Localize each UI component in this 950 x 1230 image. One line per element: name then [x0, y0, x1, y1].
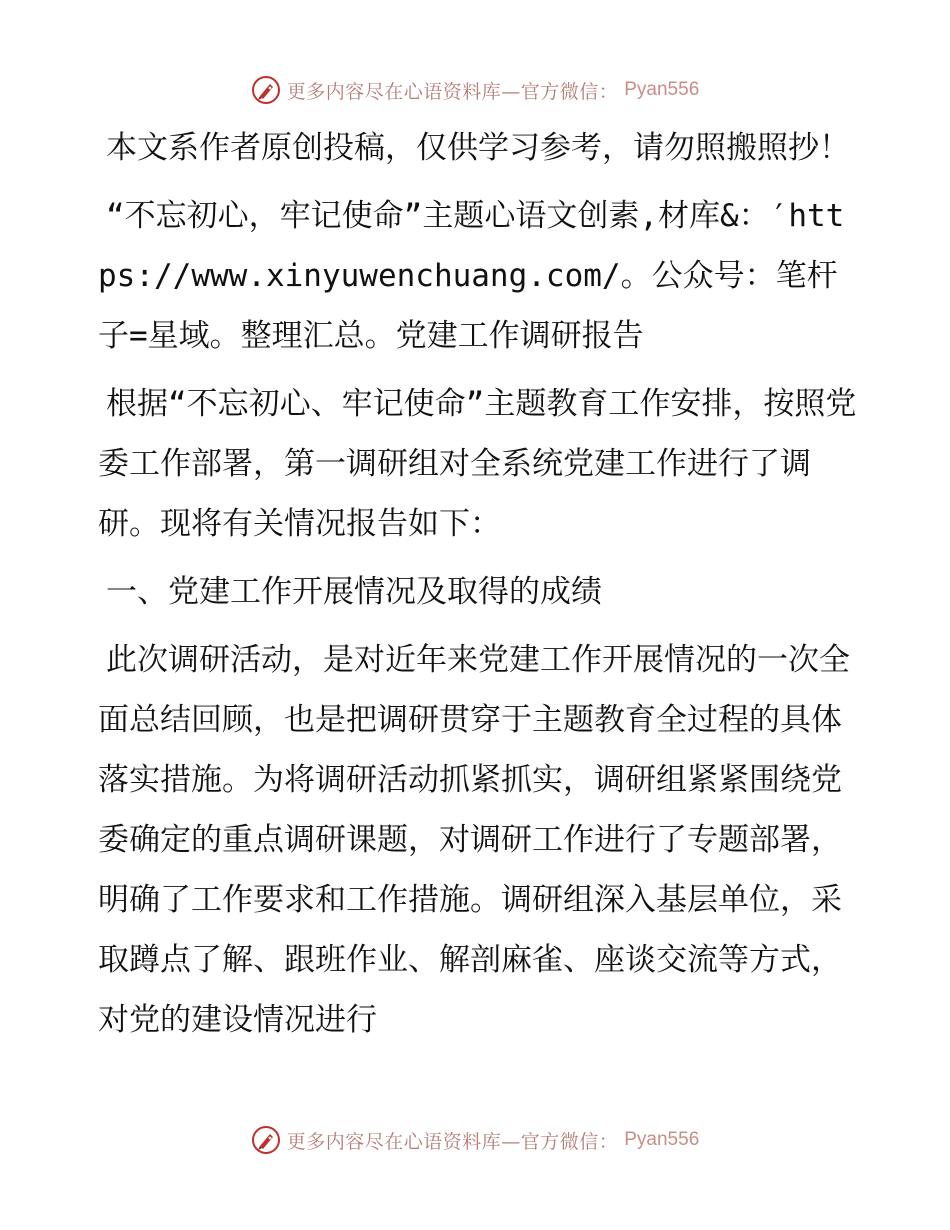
- footer-watermark: [0, 1120, 950, 1160]
- watermark-id: Pyan556: [624, 79, 700, 100]
- watermark-id: Pyan556: [624, 1129, 700, 1150]
- section-heading: 一、党建工作开展情况及取得的成绩: [106, 574, 602, 610]
- paragraph-source-title: “不忘初心，牢记使命”主题心语文创素,材库&：′https://www.xinyuwenchuang.com/。公众号：笔杆子=星域。整理汇总。党建工作调研报告: [98, 198, 845, 354]
- watermark-text: 更多内容尽在心语资料库—官方微信：: [286, 80, 619, 103]
- paragraph-body: 此次调研活动，是对近年来党建工作开展情况的一次全面总结回顾，也是把调研贯穿于主题教育全过程的具体落实措施。为将调研活动抓紧抓实，调研组紧紧围绕党委确定的重点调研课题，对调研工作进行了专题部署，明确了工作要求和工作措施。调研组深入基层单位，采取蹲点了解、跟班作业、解剖麻雀、座谈交流等方式，对党的建设情况进行: [98, 642, 850, 1038]
- paragraph-disclaimer: 本文系作者原创投稿，仅供学习参考，请勿照搬照抄！: [106, 130, 850, 166]
- document-body: [98, 118, 858, 1050]
- watermark-text: 更多内容尽在心语资料库—官方微信：: [286, 1130, 619, 1153]
- header-watermark: [0, 70, 950, 110]
- pen-nib-logo-icon: [251, 1125, 281, 1155]
- pen-nib-logo-icon: [251, 75, 281, 105]
- paragraph-intro: 根据“不忘初心、牢记使命”主题教育工作安排，按照党委工作部署，第一调研组对全系统党建工作进行了调研。现将有关情况报告如下：: [98, 386, 857, 542]
